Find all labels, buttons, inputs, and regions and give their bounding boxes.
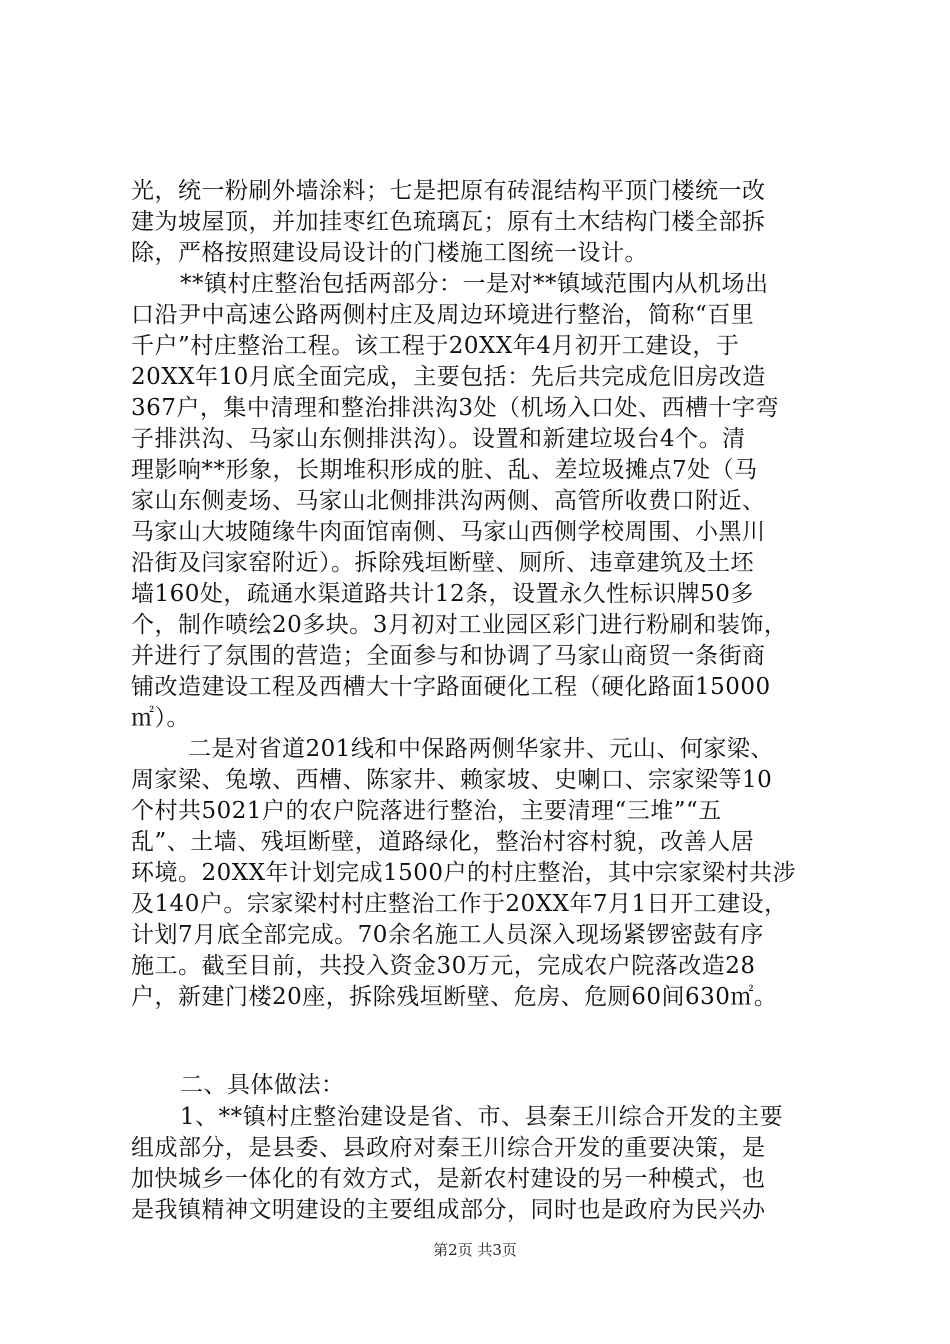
- text-line: 计划7月底全部完成。70余名施工人员深入现场紧锣密鼓有序: [131, 922, 764, 948]
- text-line: 个村共5021户的农户院落进行整治，主要清理“三堆”“五: [131, 798, 722, 824]
- text-line: 1、**镇村庄整治建设是省、市、县秦王川综合开发的主要: [180, 1104, 784, 1130]
- text-line: 20XX年10月底全面完成，主要包括：先后共完成危旧房改造: [131, 364, 766, 390]
- text-line: 建为坡屋顶，并加挂枣红色琉璃瓦；原有土木结构门楼全部拆: [131, 209, 766, 235]
- text-line: 是我镇精神文明建设的主要组成部分，同时也是政府为民兴办: [131, 1197, 766, 1223]
- text-line: 乱”、土墙、残垣断壁，道路绿化，整治村容村貌，改善人居: [131, 829, 755, 855]
- text-line: 及140户。宗家梁村村庄整治工作于20XX年7月1日开工建设，: [131, 891, 788, 917]
- text-line: ㎡）。: [131, 705, 190, 731]
- text-line: 墙160处，疏通水渠道路共计12条，设置永久性标识牌50多: [131, 581, 754, 607]
- section-heading: 二、具体做法：: [180, 1072, 345, 1098]
- text-line: 加快城乡一体化的有效方式，是新农村建设的另一种模式，也: [131, 1166, 766, 1192]
- text-line: 户，新建门楼20座，拆除残垣断壁、危房、危厕60间630㎡。: [131, 984, 778, 1010]
- text-line: **镇村庄整治包括两部分：一是对**镇域范围内从机场出: [180, 271, 769, 297]
- text-line: 铺改造建设工程及西槽大十字路面硬化工程（硬化路面15000: [131, 674, 771, 700]
- text-line: 理影响**形象，长期堆积形成的脏、乱、差垃圾摊点7处（马: [131, 457, 758, 483]
- text-line: 组成部分，是县委、县政府对秦王川综合开发的重要决策，是: [131, 1135, 766, 1161]
- text-line: 光，统一粉刷外墙涂料；七是把原有砖混结构平顶门楼统一改: [131, 178, 766, 204]
- text-line: 除，严格按照建设局设计的门楼施工图统一设计。: [131, 240, 648, 266]
- text-line: 周家梁、兔墩、西槽、陈家井、赖家坡、史喇口、宗家梁等10: [131, 767, 773, 793]
- text-line: 马家山大坡随缘牛肉面馆南侧、马家山西侧学校周围、小黑川: [131, 519, 766, 545]
- text-line: 367户，集中清理和整治排洪沟3处（机场入口处、西槽十字弯: [131, 395, 780, 421]
- text-line: 并进行了氛围的营造；全面参与和协调了马家山商贸一条街商: [131, 643, 766, 669]
- text-line: 家山东侧麦场、马家山北侧排洪沟两侧、高管所收费口附近、: [131, 488, 766, 514]
- text-line: 沿街及闫家窑附近）。拆除残垣断壁、厕所、违章建筑及土坯: [131, 550, 754, 576]
- text-line: 口沿尹中高速公路两侧村庄及周边环境进行整治，简称“百里: [131, 302, 755, 328]
- text-line: 子排洪沟、马家山东侧排洪沟）。设置和新建垃圾台4个。清: [131, 426, 746, 452]
- page-footer: 第2页 共3页: [433, 1241, 517, 1259]
- text-line: 施工。截至目前，共投入资金30万元，完成农户院落改造28: [131, 953, 756, 979]
- text-line: 二是对省道201线和中保路两侧华家井、元山、何家梁、: [188, 736, 774, 762]
- text-line: 个，制作喷绘20多块。3月初对工业园区彩门进行粉刷和装饰，: [131, 612, 788, 638]
- text-line: 环境。20XX年计划完成1500户的村庄整治，其中宗家梁村共涉: [131, 860, 797, 886]
- text-line: 千户”村庄整治工程。该工程于20XX年4月初开工建设，于: [131, 333, 740, 359]
